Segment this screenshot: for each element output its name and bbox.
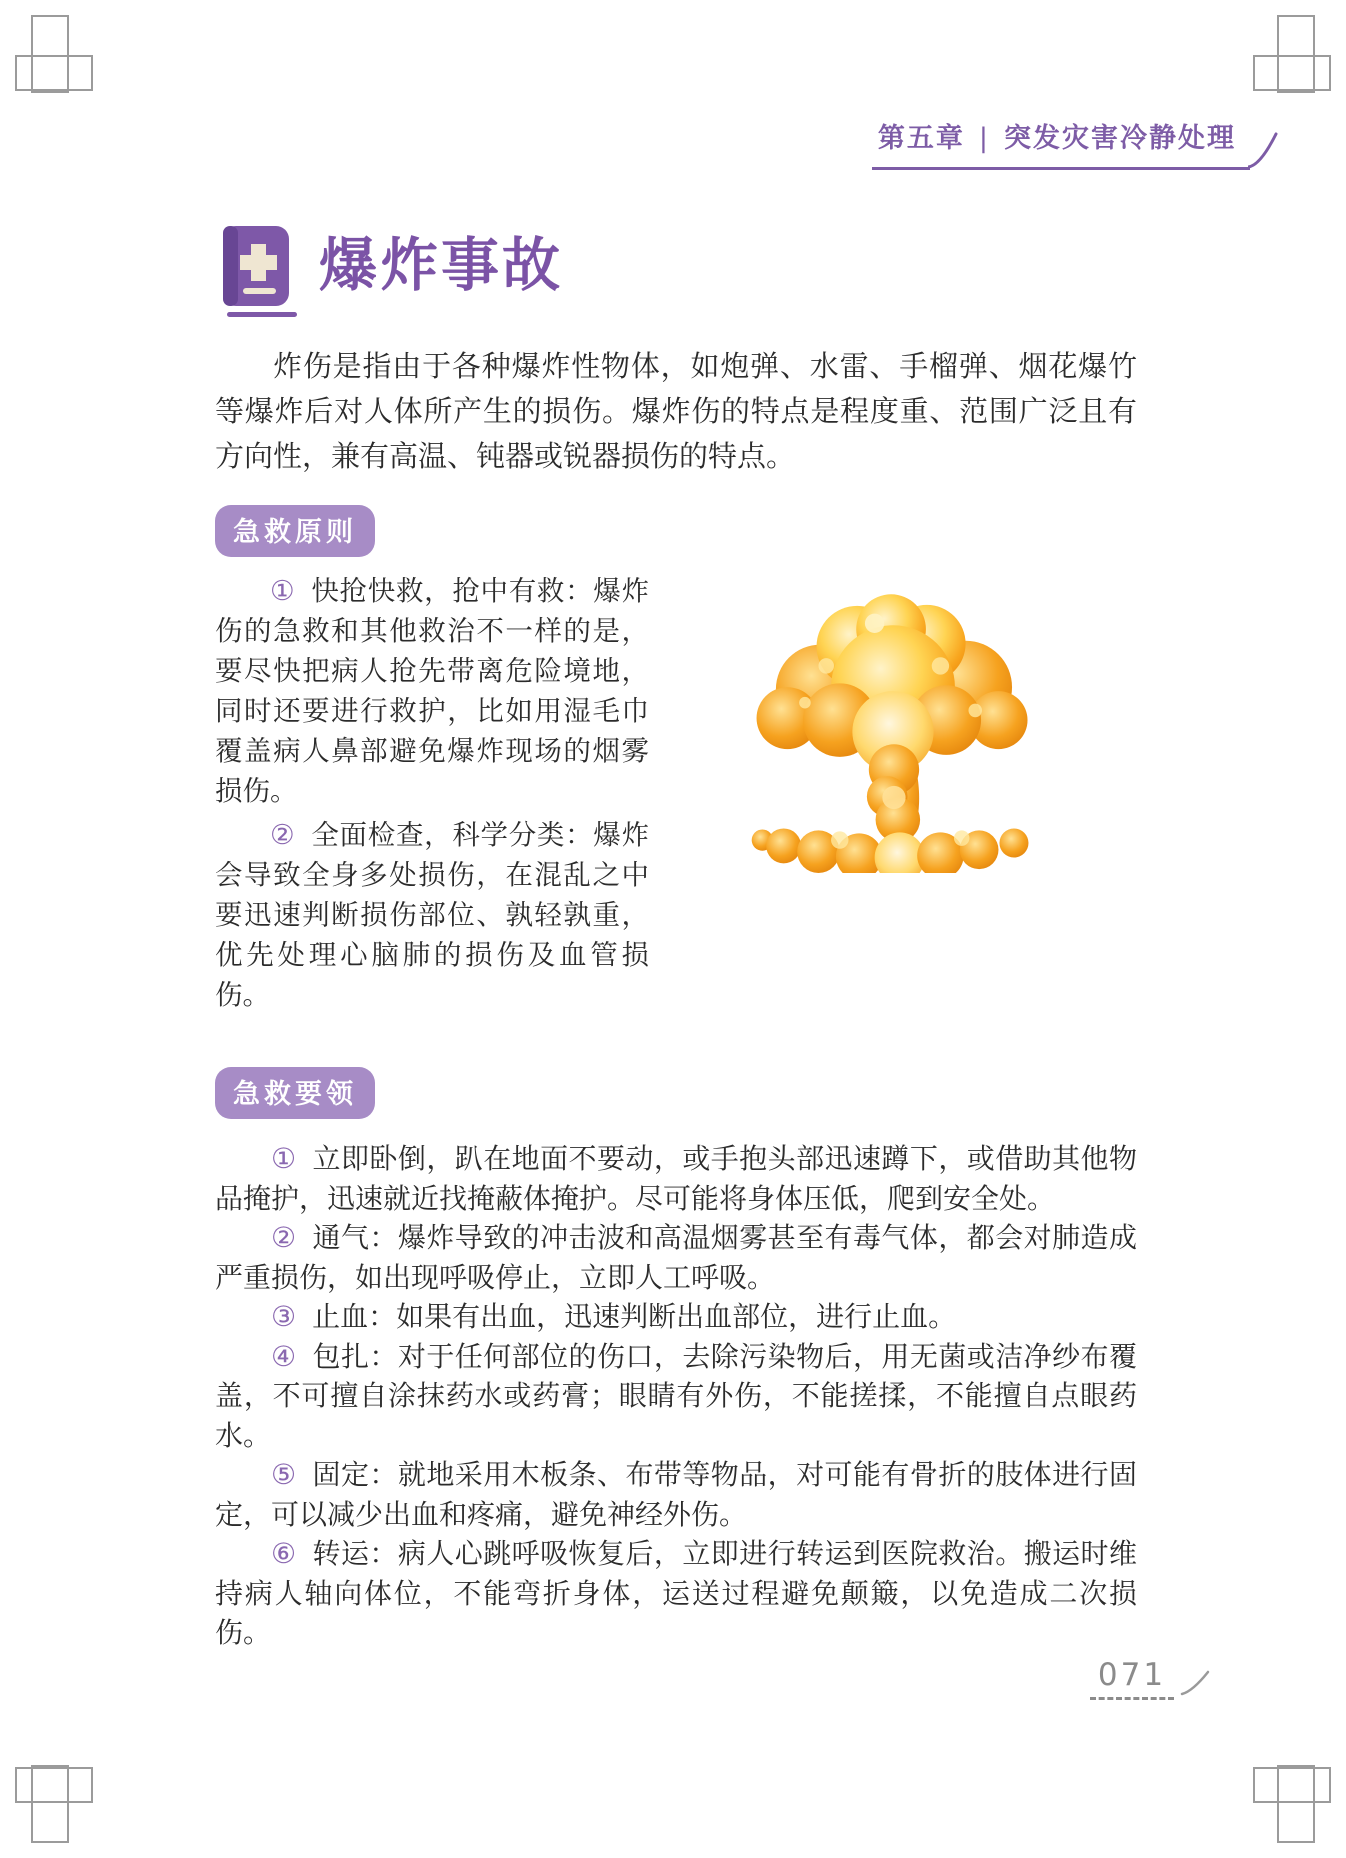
- list-item: [215, 1139, 1137, 1218]
- item-text: 转运：病人心跳呼吸恢复后，立即进行转运到医院救治。搬运时维持病人轴向体位，不能弯折身体，运送过程避免颠簸，以免造成二次损伤。: [215, 1537, 1137, 1649]
- list-item: [215, 1297, 1137, 1337]
- item-text: 包扎：对于任何部位的伤口，去除污染物后，用无菌或洁净纱布覆盖，不可擅自涂抹药水或药膏；眼睛有外伤，不能搓揉，不能擅自点眼药水。: [215, 1339, 1137, 1452]
- list-item: [215, 815, 649, 1015]
- list-item: [215, 1218, 1137, 1297]
- header-divider: |: [978, 123, 990, 154]
- item-number: ③: [271, 1300, 297, 1333]
- item-number: ②: [271, 1221, 297, 1254]
- corner-registration-mark: [12, 12, 104, 104]
- section-badge-essentials: 急救要领: [215, 1067, 375, 1119]
- principles-section: [215, 571, 1137, 1015]
- item-number: ②: [270, 819, 296, 851]
- corner-registration-mark: [1242, 1754, 1334, 1846]
- item-text: 止血：如果有出血，迅速判断出血部位，进行止血。: [312, 1300, 957, 1333]
- page-number-dashed-line: [1090, 1697, 1174, 1700]
- title-row: [215, 222, 1137, 322]
- intro-paragraph: 炸伤是指由于各种爆炸性物体，如炮弹、水雷、手榴弹、烟花爆竹等爆炸后对人体所产生的损伤。爆炸伤的特点是程度重、范围广泛且有方向性，兼有高温、钝器或锐器损伤的特点。: [215, 349, 1137, 473]
- item-text: 固定：就地采用木板条、布带等物品，对可能有骨折的肢体进行固定，可以减少出血和疼痛，避免神经外伤。: [215, 1458, 1137, 1531]
- header-swoosh: [1248, 132, 1280, 170]
- corner-registration-mark: [1242, 12, 1334, 104]
- item-number: ⑤: [271, 1458, 297, 1491]
- list-item: [215, 1534, 1137, 1653]
- list-item: [215, 1455, 1137, 1534]
- item-number: ④: [271, 1339, 297, 1373]
- list-item: [215, 571, 649, 811]
- item-text: 快抢快救，抢中有救：爆炸伤的急救和其他救治不一样的是，要尽快把病人抢先带离危险境地，同时还要进行救护，比如用湿毛巾覆盖病人鼻部避免爆炸现场的烟雾损伤。: [215, 575, 650, 807]
- item-text: 全面检查，科学分类：爆炸会导致全身多处损伤，在混乱之中要迅速判断损伤部位、孰轻孰重，优先处理心脑肺的损伤及血管损伤。: [215, 819, 650, 1011]
- page-number: 071: [1097, 1657, 1167, 1693]
- item-text: 立即卧倒，趴在地面不要动，或手抱头部迅速蹲下，或借助其他物品掩护，迅速就近找掩蔽体掩护。尽可能将身体压低，爬到安全处。: [215, 1142, 1137, 1215]
- item-number: ①: [270, 575, 296, 607]
- principles-text-column: [215, 571, 649, 1015]
- page-number-block: [1090, 1657, 1174, 1700]
- mushroom-cloud-explosion-illustration: [732, 573, 1054, 873]
- item-text: 通气：爆炸导致的冲击波和高温烟雾甚至有毒气体，都会对肺造成严重损伤，如出现呼吸停止，立即人工呼吸。: [215, 1221, 1137, 1294]
- corner-registration-mark: [12, 1754, 104, 1846]
- first-aid-book-icon: [215, 222, 299, 322]
- page-title: 爆炸事故: [319, 231, 564, 299]
- chapter-number: 第五章: [877, 123, 965, 154]
- section-badge-principles: 急救原则: [215, 505, 375, 557]
- chapter-title: 突发灾害冷静处理: [1004, 123, 1236, 154]
- list-item: [215, 1337, 1137, 1456]
- page-content: [215, 0, 1137, 1653]
- item-number: ①: [271, 1142, 297, 1175]
- item-number: ⑥: [271, 1537, 297, 1570]
- illustration-column: [649, 571, 1137, 1015]
- page-number-swoosh: [1180, 1670, 1210, 1696]
- essentials-section: [215, 1139, 1137, 1653]
